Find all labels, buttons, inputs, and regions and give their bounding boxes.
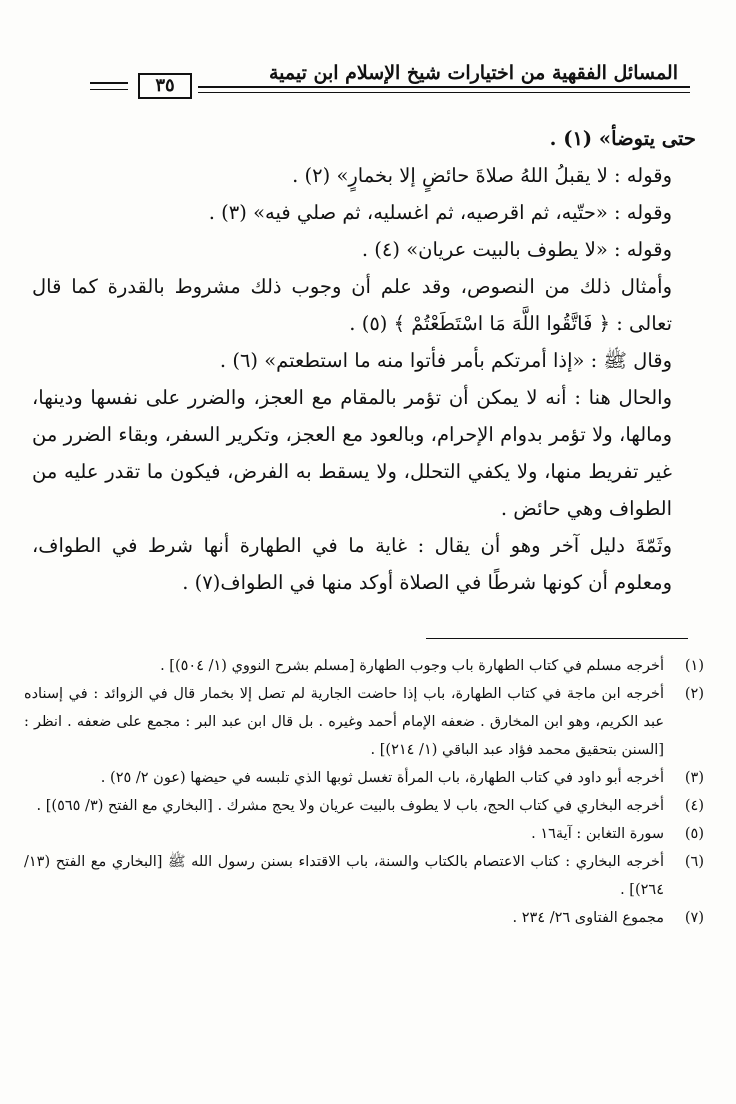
footnote-number: (١) (684, 658, 704, 674)
header-rule (90, 82, 128, 84)
footnotes (24, 652, 704, 932)
footnote (24, 764, 704, 792)
paragraph: وقوله : «حتّيه، ثم اقرصيه، ثم اغسليه، ثم صلي فيه» (٣) . (208, 201, 672, 224)
footnote-separator (426, 638, 688, 639)
footnote (24, 680, 704, 764)
footnote-text: أخرجه البخاري : كتاب الاعتصام بالكتاب والسنة، باب الاقتداء بسنن رسول الله ﷺ [البخاري مع الفتح (١٣/ ٢٦٤)] . (24, 854, 664, 898)
page-number: ٣٥ (138, 73, 192, 99)
page-header (90, 56, 690, 100)
footnote (24, 820, 704, 848)
footnote-text: أخرجه أبو داود في كتاب الطهارة، باب المرأة تغسل ثوبها الذي تلبسه في حيضها (عون ٢/ ٢٥) . (100, 770, 664, 786)
paragraph: وأمثال ذلك من النصوص، وقد علم أن وجوب ذلك مشروط بالقدرة كما قال تعالى : ﴿ فَاتَّقُوا اللَّهَ مَا اسْتَطَعْتُمْ ﴾ (٥) . (32, 275, 672, 335)
footnote-number: (٢) (684, 686, 704, 702)
footnote (24, 848, 704, 904)
footnote-number: (٣) (684, 770, 704, 786)
header-rule (198, 92, 690, 93)
footnote-number: (٧) (684, 910, 704, 926)
paragraph: وقوله : «لا يطوف بالبيت عريان» (٤) . (361, 238, 672, 261)
footnote-number: (٦) (684, 854, 704, 870)
footnote (24, 904, 704, 932)
footnote (24, 652, 704, 680)
paragraph: وقال ﷺ : «إذا أمرتكم بأمر فأتوا منه ما استطعتم» (٦) . (219, 349, 672, 372)
footnote-text: مجموع الفتاوى ٢٦/ ٢٣٤ . (512, 910, 664, 926)
footnote-number: (٤) (684, 798, 704, 814)
paragraph: حتى يتوضأ» (١) . (549, 127, 696, 150)
footnote-number: (٥) (684, 826, 704, 842)
footnote-text: أخرجه ابن ماجة في كتاب الطهارة، باب إذا حاضت الجارية لم تصل إلا بخمار قال في الزوائد : في إسناده عبد الكريم، وهو ابن المخارق . ضعفه الإمام أحمد وغيره . بل قال ابن عبد البر : مجمع على ضعفه . انظر : [السنن بتحقيق محمد فؤاد عبد الباقي (١/ ٢١٤)] . (24, 686, 664, 758)
footnote-text: أخرجه مسلم في كتاب الطهارة باب وجوب الطهارة [مسلم بشرح النووي (١/ ٥٠٤)] . (160, 658, 664, 674)
header-rule (90, 89, 128, 90)
paragraph: وقوله : لا يقبلُ اللهُ صلاةَ حائضٍ إلا بخمارٍ» (٢) . (292, 164, 672, 187)
main-text (32, 120, 696, 601)
running-title: المسائل الفقهية من اختيارات شيخ الإسلام ابن تيمية (268, 62, 678, 84)
header-rule (198, 86, 690, 88)
footnote (24, 792, 704, 820)
footnote-text: سورة التغابن : آية١٦ . (531, 826, 664, 842)
paragraph: والحال هنا : أنه لا يمكن أن تؤمر بالمقام مع العجز، والضرر على نفسها ودينها، ومالها، ولا تؤمر بدوام الإحرام، وبالعود مع العجز، وتكرير السفر، وبقاء الضرر من غير تفريط منها، ولا يكفي التحلل، ولا يسقط به الفرض، فيكون ما تقدر عليه من الطواف وهي حائض . (32, 386, 672, 520)
footnote-text: أخرجه البخاري في كتاب الحج، باب لا يطوف بالبيت عريان ولا يحج مشرك . [البخاري مع الفتح (٣/ ٥٦٥)] . (36, 798, 664, 814)
paragraph: وثَمّةَ دليل آخر وهو أن يقال : غاية ما في الطهارة أنها شرط في الطواف، ومعلوم أن كونها شرطًا في الصلاة أوكد منها في الطواف(٧) . (32, 534, 672, 594)
